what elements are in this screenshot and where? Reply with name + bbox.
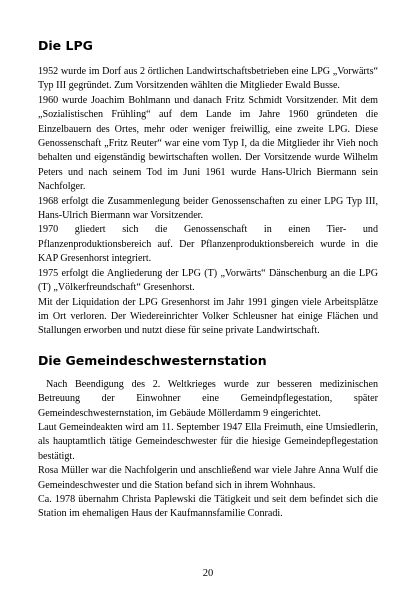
paragraph: 1960 wurde Joachim Bohlmann und danach Fritz Schmidt Vorsitzender. Mit dem „Sozialistischen Frühling“ auf dem Lande im Jahre 1960 gründeten die Einzelbauern des Ortes, mehr oder weniger freiwillig, eine zweite LPG. Diese Genossenschaft „Fritz Reuter“ war eine vom Typ I, da die Mitglieder ihr Vieh noch behalten und eigenständig bewirtschaften wollen. Der Vorsitzende wurde Wilhelm Peters und nach seinem Tod im Juni 1961 wurde Hans-Ulrich Biermann sein Nachfolger. <box>38 94 378 193</box>
paragraph: Ca. 1978 übernahm Christa Paplewski die Tätigkeit und seit dem befindet sich die Station im ehemaligen Haus der Kaufmannsfamilie Conradi. <box>38 493 378 520</box>
paragraph: 1975 erfolgt die Angliederung der LPG (T) „Vorwärts“ Dänschenburg an die LPG (T) „Völkerfreundschaft“ Gresenhorst. <box>38 267 378 294</box>
paragraph: 1952 wurde im Dorf aus 2 örtlichen Landwirtschaftsbetrieben eine LPG „Vorwärts“ Typ III gegründet. Zum Vorsitzenden wählten die Mitglieder Ewald Busse. <box>38 66 378 92</box>
paragraph: Rosa Müller war die Nachfolgerin und anschließend war viele Jahre Anna Wulf die Gemeindeschwester und die Station befand sich in ihrem Wohnhaus. <box>38 465 378 491</box>
section-heading-lpg: Die LPG <box>38 38 93 53</box>
paragraph: 1968 erfolgt die Zusammenlegung beider Genossenschaften zu einer LPG Typ III, Hans-Ulrich Biermann war Vorsitzender. <box>38 195 378 222</box>
section-heading-gemeindeschwesternstation: Die Gemeindeschwesternstation <box>38 352 267 368</box>
paragraph: 1970 gliedert sich die Genossenschaft in einen Tier- und Pflanzenproduktionsbereich auf. Der Pflanzenproduktionsbereich wurde in die KAP Gresenhorst integriert. <box>38 224 378 265</box>
paragraph: Nach Beendigung des 2. Weltkrieges wurde zur besseren medizinischen Betreuung der Einwohner eine Gemeindpflegestation, später Gemeindeschwesternstation, im Gebäude Möllerdamm 9 eingerichtet. <box>38 378 378 419</box>
paragraph: Laut Gemeindeakten wird am 11. September 1947 Ella Freimuth, eine Umsiedlerin, als hauptamtlich tätige Gemeindeschwester für die hiesige Gemeindepflegestation bestätigt. <box>38 421 378 462</box>
paragraph: Mit der Liquidation der LPG Gresenhorst im Jahr 1991 gingen viele Arbeitsplätze im Ort verloren. Der Wiedereinrichter Volker Schleusner hat einige Flächen und Stallungen erworben und nutzt diese für seine private Landwirtschaft. <box>38 296 378 337</box>
page-content <box>38 38 378 522</box>
page-number: 20 <box>202 568 214 579</box>
